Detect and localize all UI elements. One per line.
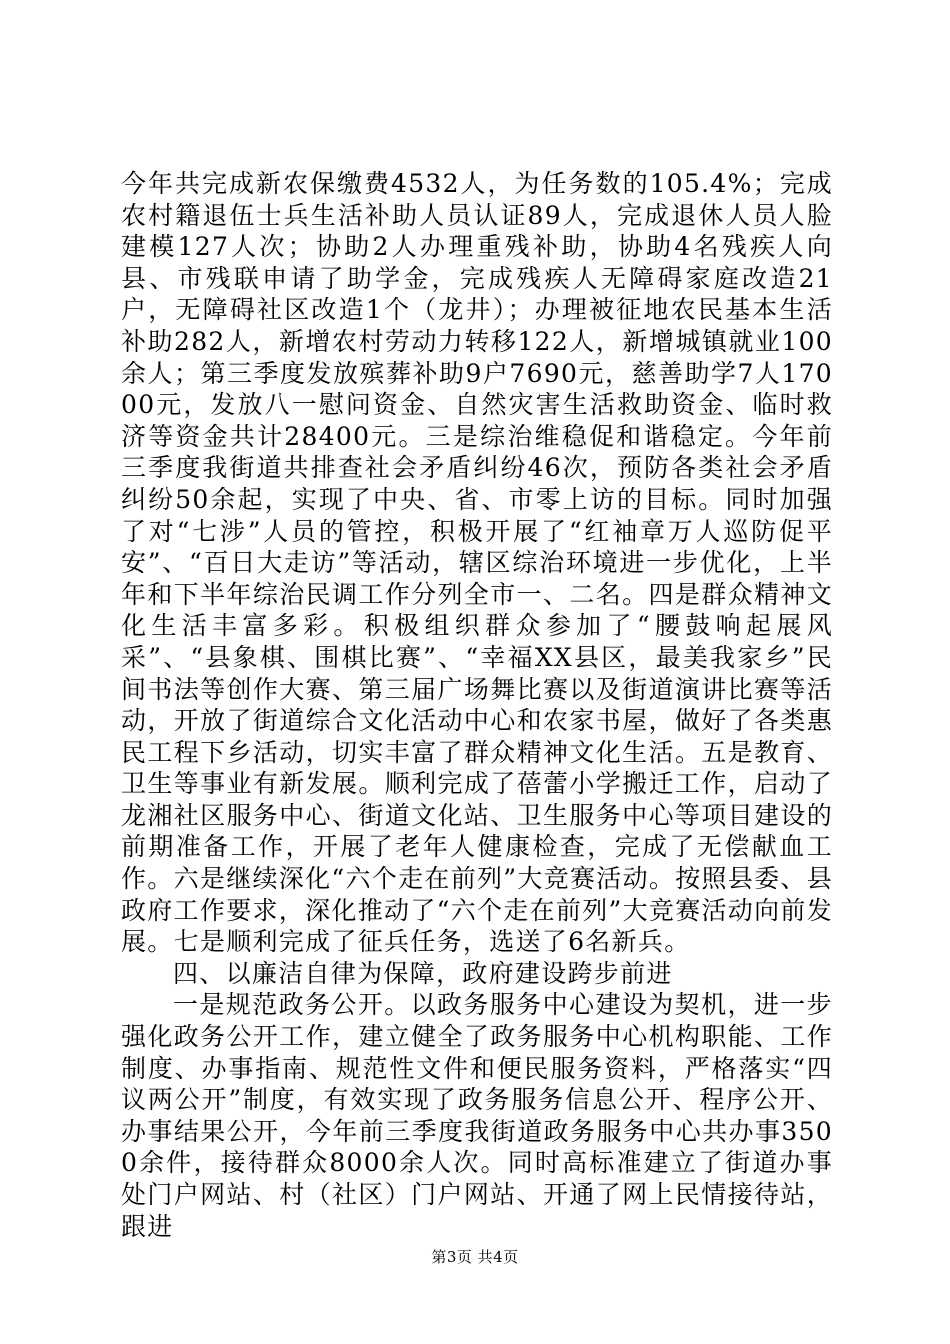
document-body xyxy=(121,168,833,1242)
paragraph-continuation: 今年共完成新农保缴费4532人，为任务数的105.4%；完成农村籍退伍士兵生活补助人员认证89人，完成退休人员人脸建模127人次；协助2人办理重残补助，协助4名残疾人向县、市残联申请了助学金，完成残疾人无障碍家庭改造21户，无障碍社区改造1个（龙井）；办理被征地农民基本生活补助282人，新增农村劳动力转移122人，新增城镇就业100余人；第三季度发放殡葬补助9户7690元，慈善助学7人17000元，发放八一慰问资金、自然灾害生活救助资金、临时救济等资金共计28400元。三是综治维稳促和谐稳定。今年前三季度我街道共排查社会矛盾纠纷46次，预防各类社会矛盾纠纷50余起，实现了中央、省、市零上访的目标。同时加强了对“七涉”人员的管控，积极开展了“红袖章万人巡防促平安”、“百日大走访”等活动，辖区综治环境进一步优化，上半年和下半年综治民调工作分列全市一、二名。四是群众精神文化生活丰富多彩。积极组织群众参加了“腰鼓响起展风采”、“县象棋、围棋比赛”、“幸福XX县区，最美我家乡”民间书法等创作大赛、第三届广场舞比赛以及街道演讲比赛等活动，开放了街道综合文化活动中心和农家书屋，做好了各类惠民工程下乡活动，切实丰富了群众精神文化生活。五是教育、卫生等事业有新发展。顺利完成了蓓蕾小学搬迁工作，启动了龙湘社区服务中心、街道文化站、卫生服务中心等项目建设的前期准备工作，开展了老年人健康检查，完成了无偿献血工作。六是继续深化“六个走在前列”大竞赛活动。按照县委、县政府工作要求，深化推动了“六个走在前列”大竞赛活动向前发展。七是顺利完成了征兵任务，选送了6名新兵。 xyxy=(121,169,833,957)
section-heading: 四、以廉洁自律为保障，政府建设跨步前进 xyxy=(173,958,673,988)
paragraph-government-affairs: 一是规范政务公开。以政务服务中心建设为契机，进一步强化政务公开工作，建立健全了政务服务中心机构职能、工作制度、办事指南、规范性文件和便民服务资料，严格落实“四议两公开”制度，有效实现了政务服务信息公开、程序公开、办事结果公开，今年前三季度我街道政务服务中心共办事3500余件，接待群众8000余人次。同时高标准建立了街道办事处门户网站、村（社区）门户网站、开通了网上民情接待站，跟进 xyxy=(121,990,833,1241)
page-number-footer: 第3页 共4页 xyxy=(431,1248,519,1266)
